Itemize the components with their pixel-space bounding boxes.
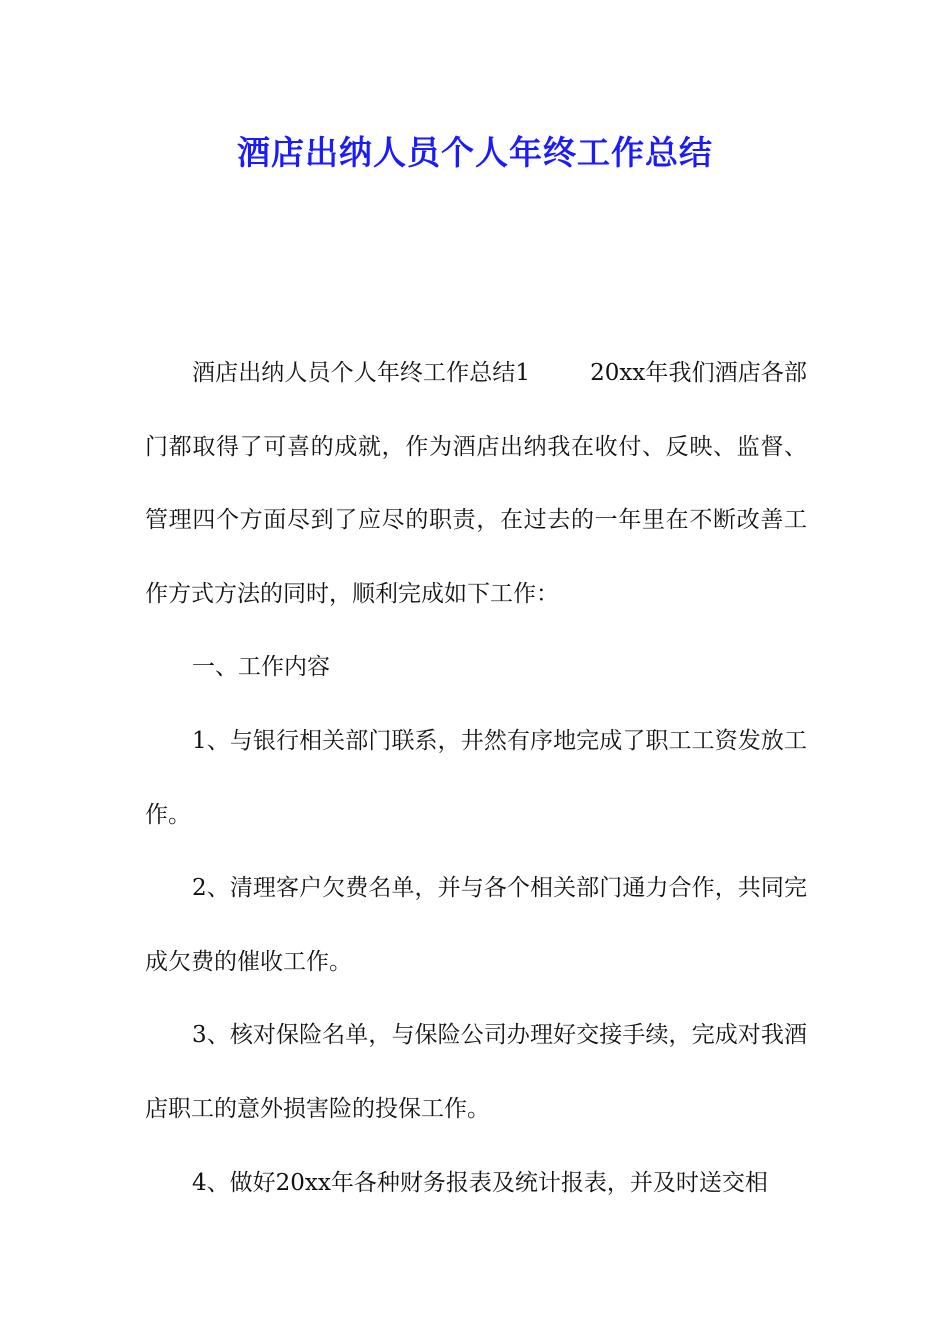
paragraph-lead: 酒店出纳人员个人年终工作总结1: [192, 360, 531, 386]
paragraph-item-2: 2、清理客户欠费名单，并与各个相关部门通力合作，共同完成欠费的催收工作。: [145, 875, 807, 975]
paragraph-item-1: 1、与银行相关部门联系，井然有序地完成了职工工资发放工作。: [145, 727, 807, 828]
document-title: 酒店出纳人员个人年终工作总结: [237, 133, 713, 172]
paragraph-item-4: 4、做好20xx年各种财务报表及统计报表，并及时送交相: [192, 1169, 768, 1196]
document-body: [145, 337, 807, 1220]
paragraph-intro: [145, 337, 807, 631]
paragraph-text: 20xx年我们酒店各部门都取得了可喜的成就，作为酒店出纳我在收付、反映、监督、管理四个方面尽到了应尽的职责，在过去的一年里在不断改善工作方式方法的同时，顺利完成如下工作：: [145, 360, 807, 607]
section-heading: 一、工作内容: [192, 654, 330, 681]
paragraph-item-3: 3、核对保险名单，与保险公司办理好交接手续，完成对我酒店职工的意外损害险的投保工作。: [145, 1022, 807, 1122]
